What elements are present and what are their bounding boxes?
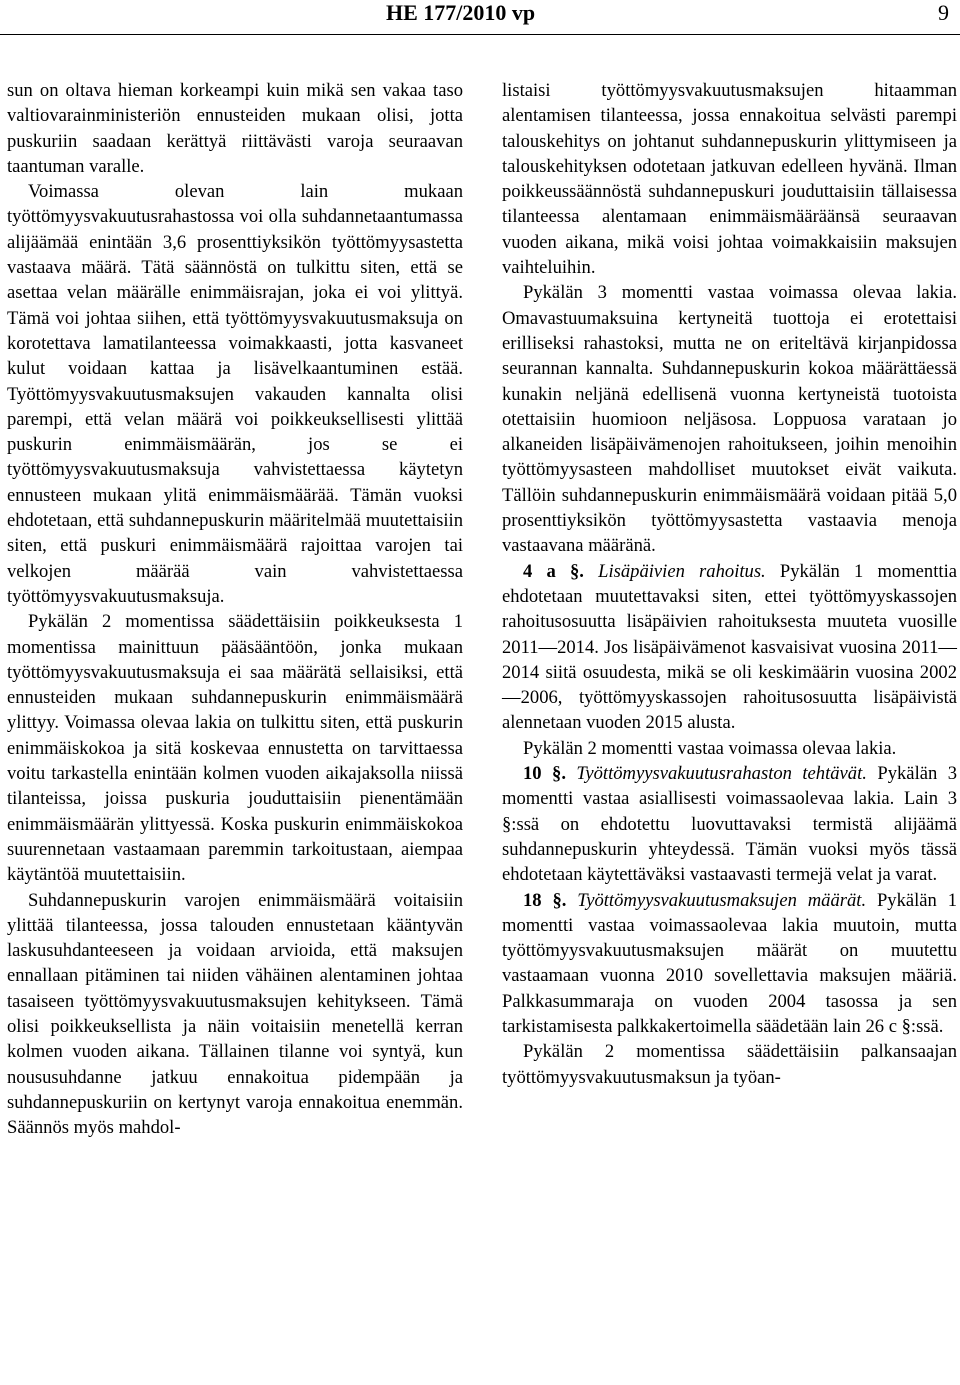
section-title: Työttömyysvakuutusmaksujen määrät.: [577, 889, 867, 911]
document-id: HE 177/2010 vp: [386, 0, 536, 25]
right-column: [502, 78, 957, 1090]
paragraph: sun on oltava hieman korkeampi kuin mikä sen vakaa taso valtiovarainministeriön ennusteiden mukaan olisi, jotta puskuriin saadaan kerättyä riittävästi varoja seuraavan taantuman varalle.: [7, 80, 463, 177]
section-title: Lisäpäivien rahoitus.: [598, 560, 766, 582]
section-text: Pykälän 1 momentti vastaa voimassaolevaa lakia muutoin, mutta työttömyysvakuutusmaksujen määrät on muutettu vastaamaan vuonna 2010 sovellettavia maksujen määriä. Palkkasummaraja on vuoden 2004 tasossa ja sen tarkistamisesta palkkakertoimella säädetään lain 26 c §:ssä.: [502, 889, 957, 1037]
section-4a: [502, 559, 957, 736]
section-number: 10 §.: [523, 763, 566, 785]
paragraph: Pykälän 3 momentti vastaa voimassa olevaa lakia. Omavastuumaksuina kertyneitä tuottoja ei erotettaisi erilliseksi rahastoksi, mutta ne on eriteltävä kirjanpidossa seurannan kannalta. Suhdannepuskurin kokoa määrättäessä kunakin neljänä edellisenä vuonna kertyneistä tuotoista otettaisiin huomioon neljäsosa. Loppuosa varataan jo alkaneiden lisäpäivämenojen rahoitukseen, joihin menoihin työttömyysasteen mahdolliset muutokset eivät vaikuta. Tällöin suhdannepuskurin enimmäismäärä voidaan pitää 5,0 prosenttiyksikön työttömyysastetta vastaavia menoja vastaavana määränä.: [502, 282, 957, 557]
paragraph: listaisi työttömyysvakuutusmaksujen hitaamman alentamisen tilanteessa, jossa ennakoitua selvästi parempi talouskehitys on johtanut suhdannepuskurin ylittymiseen ja talouskehityksen odotetaan jatkuvan edelleen hyvänä. Ilman poikkeussäännöstä suhdannepuskuri jouduttaisiin tällaisessa tilanteessa alentamaan enimmäismääräänsä seuraavan vuoden aikana, mikä voisi johtaa voimakkaisiin maksujen vaihteluihin.: [502, 80, 957, 279]
section-text: Pykälän 1 momenttia ehdotetaan muutettavaksi siten, ettei työttömyyskassojen rahoitusosuutta lisäpäivien rahoituksesta muuteta vuosille 2011—2014. Jos lisäpäivämenot kasvaisivat vuosina 2011—2014 siitä osuudesta, mikä se oli keskimäärin vuosina 2002—2006, työttömyyskassojen rahoitusosuutta lisäpäivistä alennetaan vuoden 2015 alusta.: [502, 560, 957, 734]
page-number: 9: [938, 0, 949, 25]
page-header: [0, 0, 960, 34]
section-18: [502, 888, 957, 1040]
section-number: 18 §.: [523, 889, 567, 911]
paragraph: Pykälän 2 momentti vastaa voimassa olevaa lakia.: [523, 737, 897, 759]
section-title: Työttömyysvakuutusrahaston tehtävät.: [576, 763, 867, 785]
paragraph: Voimassa olevan lain mukaan työttömyysvakuutusrahastossa voi olla suhdannetaantumassa alijäämää enintään 3,6 prosenttiyksikön työttömyysastetta vastaava määrä. Tätä säännöstä on tulkittu siten, että se asettaa velan määrälle enimmäisrajan, joka ei voi ylittyä. Tämä voi johtaa siihen, että työttömyysvakuutusmaksuja on korotettava lamatilanteessa voimakkaasti, jotta kasvaneet kulut voidaan kattaa ja lisävelkaantuminen estää. Työttömyysvakuutusmaksujen vakauden kannalta olisi parempi, että velan määrä voi poikkeuksellisesti ylittää puskurin enimmäismäärän, jos se ei työttömyysvakuutusmaksuja vahvistettaessa käytetyn ennusteen mukaan ylitä enimmäismäärää. Tämän vuoksi ehdotetaan, että suhdannepuskurin määritelmää muutettaisiin siten, että puskuri enimmäismäärä rajoittaa varojen tai velkojen määrää vain vahvistettaessa työttömyysvakuutusmaksuja.: [7, 181, 463, 607]
section-number: 4 a §.: [523, 560, 584, 582]
header-rule: [0, 34, 960, 35]
section-text: Pykälän 3 momentti vastaa asiallisesti voimassaolevaa lakia. Lain 3 §:ssä on ehdotettu luovuttavaksi termistä alijäämä suhdannepuskurin yhteydessä. Tämän vuoksi myös tässä ehdotetaan käytettäväksi vastaavasti termejä velat ja varat.: [502, 763, 958, 886]
section-10: [502, 761, 957, 887]
paragraph: Pykälän 2 momentissa säädettäisiin poikkeuksesta 1 momentissa mainittuun pääsääntöön, jonka mukaan työttömyysvakuutusmaksuja ei saa määrätä sellaisiksi, että ennusteiden mukaan suhdannepuskurin enimmäismäärä ylittyy. Voimassa olevaa lakia on tulkittu siten, että puskurin enimmäiskokoa ja sitä koskevaa ennustetta on tarvittaessa voitu tarkastella enintään kolmen vuoden aikajaksolla niissä tilanteissa, joissa puskuria jouduttaisiin pienentämään enimmäismäärän ylittyessä. Koska puskurin enimmäiskokoa suurennetaan vastaamaan paremmin tarkoitustaan, aiempaa käytäntöä muutettaisiin.: [7, 611, 463, 886]
paragraph: Pykälän 2 momentissa säädettäisiin palkansaajan työttömyysvakuutusmaksun ja työan-: [502, 1041, 957, 1088]
paragraph: Suhdannepuskurin varojen enimmäismäärä voitaisiin ylittää tilanteessa, jossa talouden ennustetaan kääntyvän laskusuhdanteeseen ja voidaan arvioida, että maksujen ennallaan pitäminen tai niiden vähäinen alentaminen johtaa tasaiseen työttömyysvakuutusmaksujen kehitykseen. Tämä olisi poikkeuksellista ja näin voitaisiin menetellä kerran kolmen vuoden aikana. Tällainen tilanne voi syntyä, kun noususuhdanne jatkuu ennakoitua pidempään ja suhdannepuskuriin on kertynyt varoja ennakoitua enemmän. Säännös myös mahdol-: [7, 889, 463, 1139]
left-column: [7, 78, 463, 1140]
